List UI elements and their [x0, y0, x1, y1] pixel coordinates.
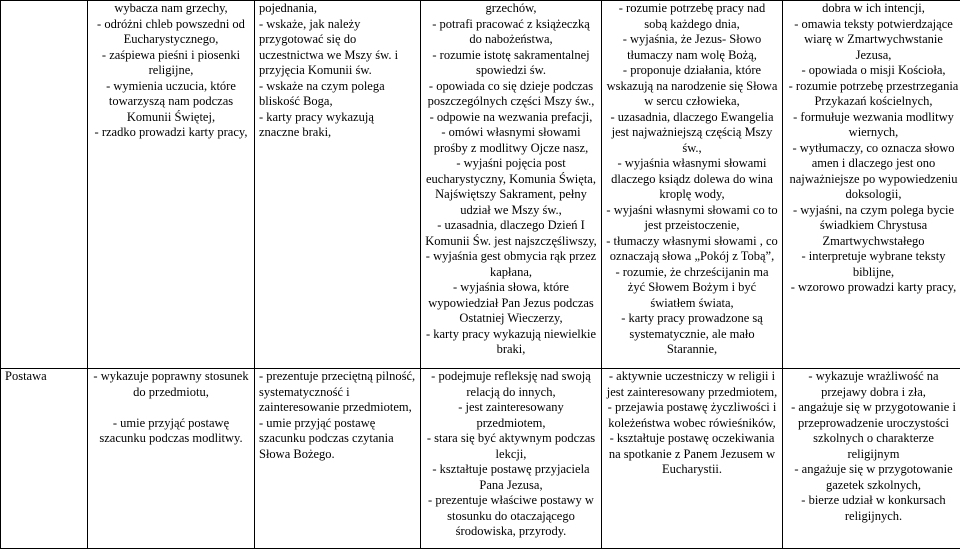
criteria-cell [88, 1, 255, 369]
criteria-cell [421, 369, 602, 549]
criteria-text: - rozumie potrzebę pracy nad sobą każdego dnia, - wyjaśnia, że Jezus- Słowo tłumaczy nam wolę Bożą, - proponuje działania, które wskazują na narodzenie się Słowa w sercu człowieka, - uzasadnia, dlaczego Ewangelia jest najważniejszą częścią Mszy św., - wyjaśnia własnymi słowami dlaczego ksiądz dolewa do wina kroplę wody, - wyjaśni własnymi słowami co to jest przeistoczenie, - tłumaczy własnymi słowami , co oznaczają słowa „Pokój z Tobą”, - rozumie, że chrześcijanin ma żyć Słowem Bożym i być światłem świata, - karty pracy prowadzone są systematycznie, ale mało Starannie, [606, 1, 778, 358]
criteria-text: dobra w ich intencji, - omawia teksty potwierdzające wiarę w Zmartwychwstanie Jezusa, - opowiada o misji Kościoła, - rozumie potrzebę przestrzegania Przykazań kościelnych, - formułuje wezwania modlitwy wiernych, - wytłumaczy, co oznacza słowo amen i dlaczego jest ono najważniejsze po wypowiedzeniu doksologii, - wyjaśni, na czym polega bycie świadkiem Chrystusa Zmartwychwstałego - interpretuje wybrane teksty biblijne, - wzorowo prowadzi karty pracy, [787, 1, 960, 296]
criteria-text: grzechów, - potrafi pracować z książeczką do nabożeństwa, - rozumie istotę sakramentalnej spowiedzi św. - opowiada co się dzieje podczas poszczególnych części Mszy św., - odpowie na wezwania prefacji, - omówi własnymi słowami prośby z modlitwy Ojcze nasz, - wyjaśni pojęcia post eucharystyczny, Komunia Święta, Najświętszy Sakrament, pełny udział we Mszy św., - uzasadnia, dlaczego Dzień I Komunii Św. jest najszczęśliwszy, - wyjaśnia gest obmycia rąk przez kapłana, - wyjaśnia słowa, które wypowiedział Pan Jezus podczas Ostatniej Wieczerzy, - karty pracy wykazują niewielkie braki, [425, 1, 597, 358]
criteria-cell [421, 1, 602, 369]
table-row [1, 1, 960, 369]
criteria-text: - wykazuje poprawny stosunek do przedmiotu, - umie przyjąć postawę szacunku podczas modlitwy. [92, 369, 250, 447]
criteria-text: - aktywnie uczestniczy w religii i jest zainteresowany przedmiotem, - przejawia postawę życzliwości i koleżeństwa wobec rówieśników, - kształtuje postawę oczekiwania na spotkanie z Panem Jezusem w Eucharystii. [606, 369, 778, 478]
criteria-cell [255, 1, 421, 369]
criteria-text: pojednania, - wskaże, jak należy przygotować się do uczestnictwa we Mszy św. i przyjęcia Komunii św. - wskaże na czym polega bliskość Boga, - karty pracy wykazują znaczne braki, [259, 1, 416, 141]
criteria-cell [88, 369, 255, 549]
criteria-text: wybacza nam grzechy, - odróżni chleb powszedni od Eucharystycznego, - zaśpiewa pieśni i piosenki religijne, - wymienia uczucia, które towarzyszą nam podczas Komunii Świętej, - rzadko prowadzi karty pracy, [92, 1, 250, 141]
criteria-text: - wykazuje wrażliwość na przejawy dobra i zła, - angażuje się w przygotowanie i przeprowadzenie uroczystości szkolnych o charakterze religijnym - angażuje się w przygotowanie gazetek szkolnych, - bierze udział w konkursach religijnych. [787, 369, 960, 524]
criteria-text: - prezentuje przeciętną pilność, systematyczność i zainteresowanie przedmiotem, - umie przyjąć postawę szacunku podczas czytania Słowa Bożego. [259, 369, 416, 462]
table-row [1, 369, 960, 549]
criteria-cell [602, 1, 783, 369]
criteria-cell [783, 369, 960, 549]
criteria-cell [255, 369, 421, 549]
row-label [1, 1, 88, 369]
criteria-cell [602, 369, 783, 549]
criteria-text: - podejmuje refleksję nad swoją relacją do innych, - jest zainteresowany przedmiotem, - stara się być aktywnym podczas lekcji, - kształtuje postawę przyjaciela Pana Jezusa, - prezentuje właściwe postawy w stosunku do otaczającego środowiska, przyrody. [425, 369, 597, 540]
criteria-cell [783, 1, 960, 369]
row-label-postawa: Postawa [1, 369, 88, 549]
